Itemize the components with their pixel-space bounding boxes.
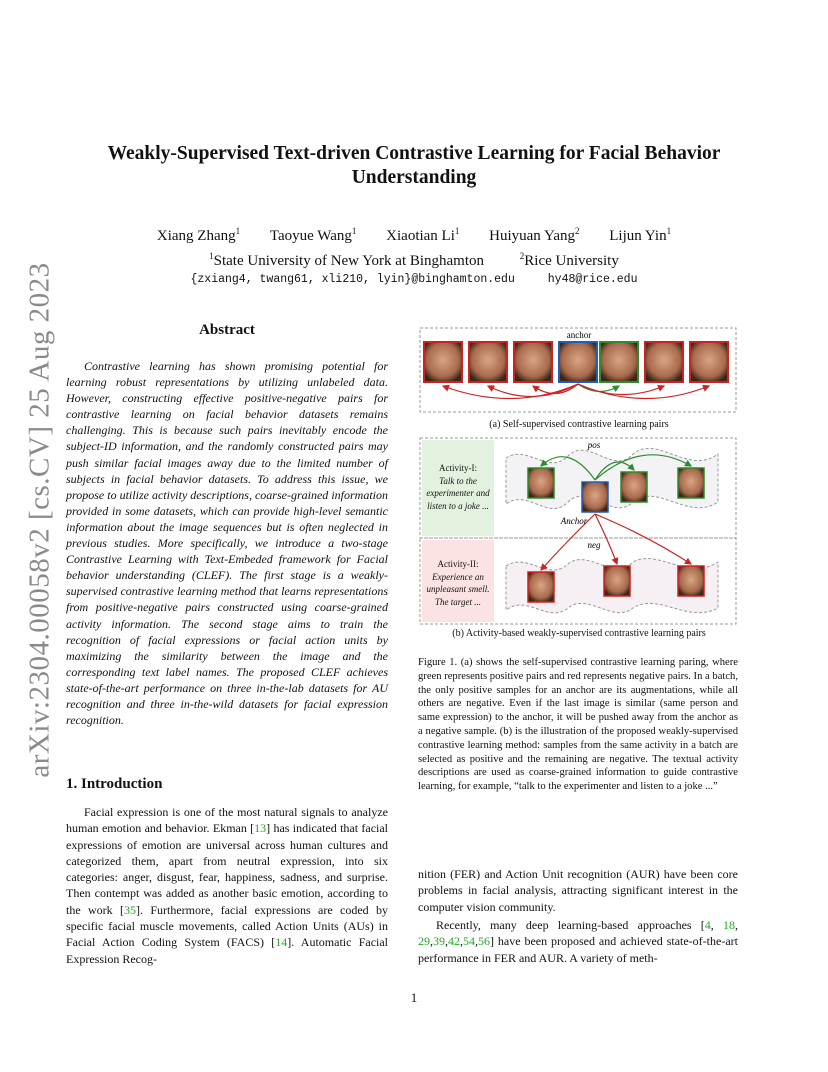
author: Lijun Yin$^1$ [609,226,672,244]
anchor-face-image [582,482,608,512]
intro-heading: 1. Introduction [66,776,163,792]
face-image [604,566,630,596]
face-image [678,468,704,498]
author-list [60,226,768,245]
activity2-label: Activity-II: Experience an unpleasant smell. The target ... [426,559,490,607]
citation-link[interactable]: 54 [463,934,475,949]
face-image [678,566,704,596]
pos-label: pos [587,440,601,450]
citation-link[interactable]: 39 [433,934,445,949]
face-image [690,342,728,382]
caption-a: (a) Self-supervised contrastive learning pairs [489,419,669,430]
paper-title: Weakly-Supervised Text-driven Contrastive Learning for Facial Behavior Understanding [107,143,721,188]
anchor-label: anchor [566,330,592,340]
affiliation: $^1$State University of New York at Binghamton [209,251,485,269]
caption-b: (b) Activity-based weakly-supervised contrastive learning pairs [452,628,706,639]
citation-link[interactable]: 18 [723,918,735,932]
author: Xiaotian Li$^1$ [386,226,460,244]
intro-paragraph: Facial expression is one of the most natural signals to analyze human emotion and behavior. Ekman [13] has indicated that facial expressions of emotion are universal across human cultures and categorized them, apart from neutral expression, into six categories: anger, disgust, fear, happiness, sadness, and surprise. Then contempt was added as another basic emotion, according to the work [35]. Furthermore, facial expressions are coded by specific facial muscle movements, called Action Units (AUs) in Facial Action Coding System (FACS) [14]. Automatic Facial Expression Recog- [66,805,389,966]
figure-caption: Figure 1. (a) shows the self-supervised contrastive learning paring, where green represents positive pairs and red represents negative pairs. In a batch, the only positive samples for an anchor are its augmentations, while all others are negative. Even if the last image is similar (same person and same expression) to the anchor, it will be pushed away from the anchor as a negative sample. (b) is the illustration of the proposed weakly-supervised contrastive learning method: samples from the same activity in a batch are selected as positive and the remaining are negative. The textual activity descriptions are used as coarse-grained information to guide contrastive learning, for example, “talk to the experimenter and listen to a joke ...” [418,657,738,793]
citation-link[interactable]: 29 [418,934,430,949]
citation-link[interactable]: 13 [254,821,267,836]
author: Taoyue Wang$^1$ [269,226,357,244]
anchor-face-image [559,342,597,382]
face-image [424,342,462,382]
abstract-text: Contrastive learning has shown promising potential for learning robust representations by utilizing unlabeled data. However, constructing effective positive-negative pairs for contrastive learning on facial behavior datasets remains challenging. This is because such pairs inevitably encode the subject-ID information, and the randomly constructed pairs may push similar facial images away due to the limited number of subjects in facial behavior datasets. To address this issue, we propose to utilize activity descriptions, coarse-grained information provided in some datasets, which can provide high-level semantic information about the image sequences but is often neglected in previous studies. More specifically, we introduce a two-stage Contrastive Learning with Text-Embeded framework for Facial behavior understanding (CLEF). The first stage is a weakly-supervised contrastive learning method that learns representations from positive-negative pairs constructed using coarse-grained activity information. The second stage aims to train the recognition of facial expressions or facial action units by maximizing the similarity between the image and the corresponding text label names. The proposed CLEF achieves state-of-the-art performance on three in-the-lab datasets for AU recognition and three in-the-wild datasets for facial expression recognition. [66,359,388,728]
arxiv-stamp: arXiv:2304.00058v2 [cs.CV] 25 Aug 2023 [23,262,56,778]
citation-link[interactable]: 4 [704,918,711,932]
email: hy48@rice.edu [547,273,638,286]
right-paragraph-1: nition (FER) and Action Unit recognition (AUR) have been core problems in facial analysis, attracting significant interest in the computer vision community. [418,867,738,914]
author: Huiyuan Yang$^2$ [489,226,580,244]
face-image [469,342,507,382]
face-image [621,472,647,502]
citation-link[interactable]: 14 [275,935,288,950]
neg-label: neg [587,540,601,550]
positive-face-image [600,342,638,382]
face-row-a [424,342,728,382]
right-paragraph-2: Recently, many deep learning-based approaches [4, 18, 29,39,42,54,56] have been proposed and achieved state-of-the-art performance in FER and AUR. A variety of meth- [418,918,738,965]
page-number: 1 [410,990,418,1005]
citation-link[interactable]: 35 [124,902,137,917]
affiliation: $^2$Rice University [519,251,619,269]
activity1-label: Activity-I: Talk to the experimenter and listen to a joke ... [426,463,490,511]
emails [60,273,768,286]
citation-link[interactable]: 42 [448,934,460,949]
email: {zxiang4, twang61, xli210, lyin}@binghamton.edu [190,273,515,286]
face-image [514,342,552,382]
face-row-b2 [528,566,704,602]
citation-link[interactable]: 56 [478,934,490,949]
face-image [645,342,683,382]
anchor-label-b: Anchor [560,516,588,526]
face-image [528,572,554,602]
pair-arrows-a [443,384,709,399]
face-image [528,468,554,498]
affiliations [60,251,768,270]
abstract-heading: Abstract [199,322,255,338]
author: Xiang Zhang$^1$ [156,226,241,244]
